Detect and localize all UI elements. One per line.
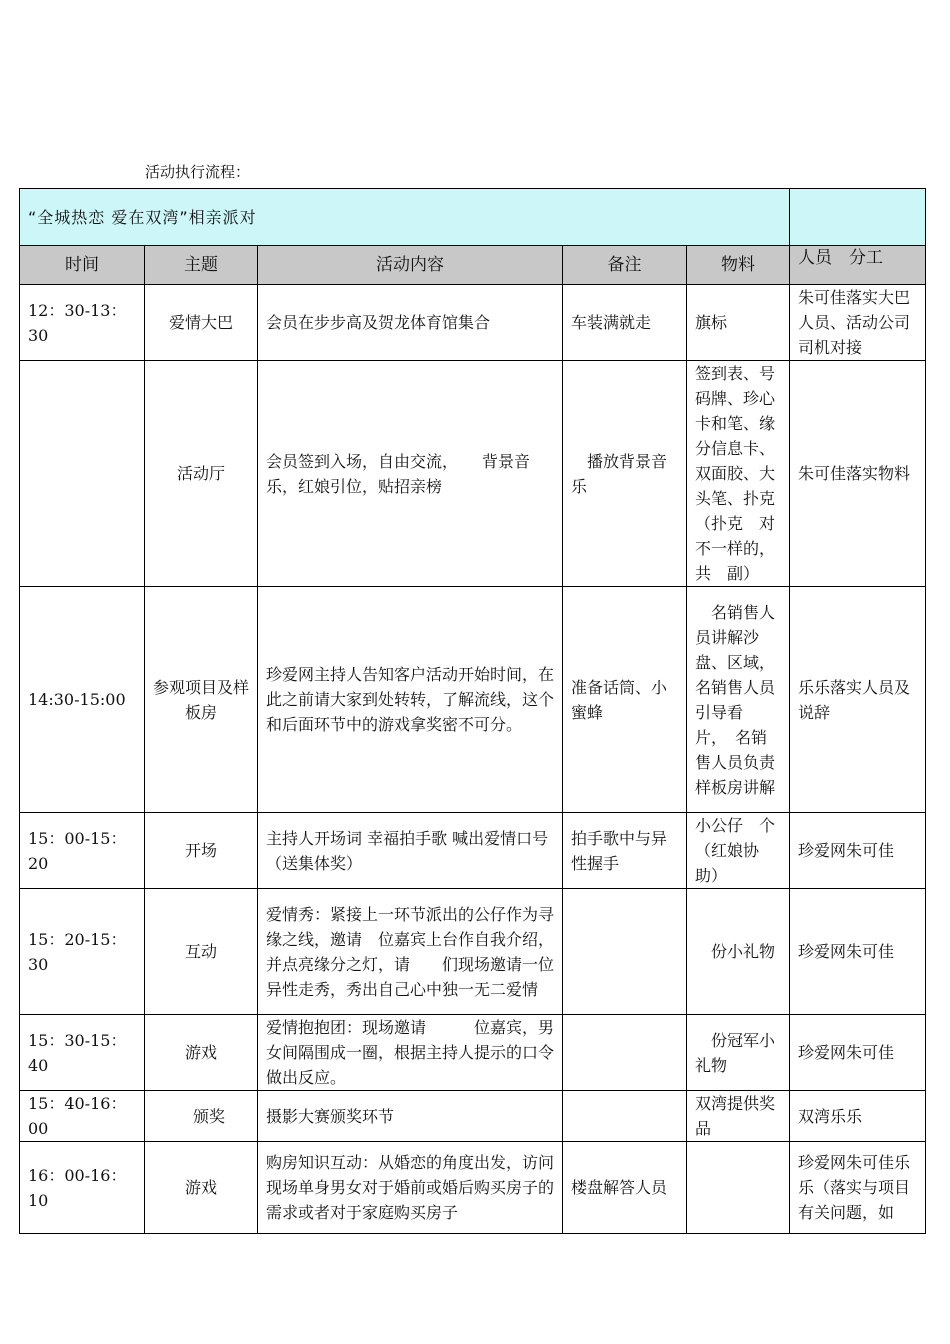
staff-cell: 珍爱网朱可佳: [790, 889, 926, 1015]
col-header-note: 备注: [563, 246, 687, 285]
content-cell: 会员在步步高及贺龙体育馆集合: [258, 285, 563, 361]
note-cell: 车装满就走: [563, 285, 687, 361]
time-cell: 15：30-15：40: [20, 1015, 145, 1091]
table-row: [20, 1142, 926, 1234]
theme-cell: 颁奖: [145, 1091, 258, 1142]
schedule-table: [19, 188, 926, 1234]
material-cell: 份冠军小礼物: [687, 1015, 790, 1091]
theme-cell: 爱情大巴: [145, 285, 258, 361]
staff-cell: 朱可佳落实大巴人员、活动公司司机对接: [790, 285, 926, 361]
event-title: “全城热恋 爱在双湾”相亲派对: [20, 189, 790, 246]
staff-text: 珍爱网朱可佳乐乐（落实与项目有关问题，如: [798, 1153, 911, 1222]
staff-cell: 珍爱网朱可佳: [790, 1015, 926, 1091]
table-row: [20, 587, 926, 813]
theme-cell: 活动厅: [145, 361, 258, 587]
note-cell: 准备话筒、小蜜蜂: [563, 587, 687, 813]
table-row: [20, 813, 926, 889]
table-row: [20, 1015, 926, 1091]
title-blank-cell: [790, 189, 926, 246]
content-cell: 会员签到入场，自由交流， 背景音乐，红娘引位，贴招亲榜: [258, 361, 563, 587]
content-cell: 爱情秀：紧接上一环节派出的公仔作为寻缘之线，邀请 位嘉宾上台作自我介绍，并点亮缘分之灯，请 们现场邀请一位异性走秀，秀出自己心中独一无二爱情: [258, 889, 563, 1015]
table-row: [20, 285, 926, 361]
time-cell: 16：00-16：10: [20, 1142, 145, 1234]
time-cell: 12：30-13：30: [20, 285, 145, 361]
note-cell: [563, 1015, 687, 1091]
time-cell: 15：20-15：30: [20, 889, 145, 1015]
staff-cell: 朱可佳落实物料: [790, 361, 926, 587]
col-header-material: 物料: [687, 246, 790, 285]
material-cell: 小公仔 个（红娘协助）: [687, 813, 790, 889]
staff-cell: 珍爱网朱可佳: [790, 813, 926, 889]
staff-cell: 乐乐落实人员及说辞: [790, 587, 926, 813]
time-cell: 14:30-15:00: [20, 587, 145, 813]
table-row: [20, 1091, 926, 1142]
theme-cell: 参观项目及样板房: [145, 587, 258, 813]
theme-cell: 开场: [145, 813, 258, 889]
title-row: [20, 189, 926, 246]
header-row: [20, 246, 926, 285]
material-cell: 旗标: [687, 285, 790, 361]
time-cell: 15：40-16：00: [20, 1091, 145, 1142]
note-cell: 拍手歌中与异性握手: [563, 813, 687, 889]
theme-cell: 游戏: [145, 1015, 258, 1091]
time-cell: 15：00-15：20: [20, 813, 145, 889]
col-header-content: 活动内容: [258, 246, 563, 285]
staff-cell: [790, 1142, 926, 1234]
col-header-theme: 主题: [145, 246, 258, 285]
theme-cell: 游戏: [145, 1142, 258, 1234]
content-cell: 珍爱网主持人告知客户活动开始时间，在此之前请大家到处转转，了解流线，这个和后面环节中的游戏拿奖密不可分。: [258, 587, 563, 813]
material-cell: 双湾提供奖品: [687, 1091, 790, 1142]
material-cell: 签到表、号码牌、珍心卡和笔、缘分信息卡、双面胶、大头笔、扑克（扑克 对不一样的，共 副）: [687, 361, 790, 587]
material-cell: 名销售人员讲解沙盘、区域， 名销售人员引导看 片， 名销售人员负责样板房讲解: [687, 587, 790, 813]
col-header-time: 时间: [20, 246, 145, 285]
col-header-staff: 人员 分工: [790, 246, 926, 285]
note-cell: [563, 889, 687, 1015]
note-cell: 楼盘解答人员: [563, 1142, 687, 1234]
flow-caption: 活动执行流程：: [145, 163, 251, 181]
material-cell: [687, 1142, 790, 1234]
note-cell: [563, 1091, 687, 1142]
content-text: 购房知识互动：从婚恋的角度出发，访问现场单身男女对于婚前或婚后购买房子的需求或者对于家庭购买房子: [266, 1153, 554, 1222]
material-cell: 份小礼物: [687, 889, 790, 1015]
table-row: [20, 361, 926, 587]
theme-cell: 互动: [145, 889, 258, 1015]
table-row: [20, 889, 926, 1015]
content-cell: 爱情抱抱团：现场邀请 位嘉宾，男女间隔围成一圈，根据主持人提示的口令做出反应。: [258, 1015, 563, 1091]
time-cell: [20, 361, 145, 587]
content-cell: 主持人开场词 幸福拍手歌 喊出爱情口号（送集体奖）: [258, 813, 563, 889]
note-cell: 播放背景音乐: [563, 361, 687, 587]
content-cell: [258, 1142, 563, 1234]
staff-cell: 双湾乐乐: [790, 1091, 926, 1142]
content-cell: 摄影大赛颁奖环节: [258, 1091, 563, 1142]
